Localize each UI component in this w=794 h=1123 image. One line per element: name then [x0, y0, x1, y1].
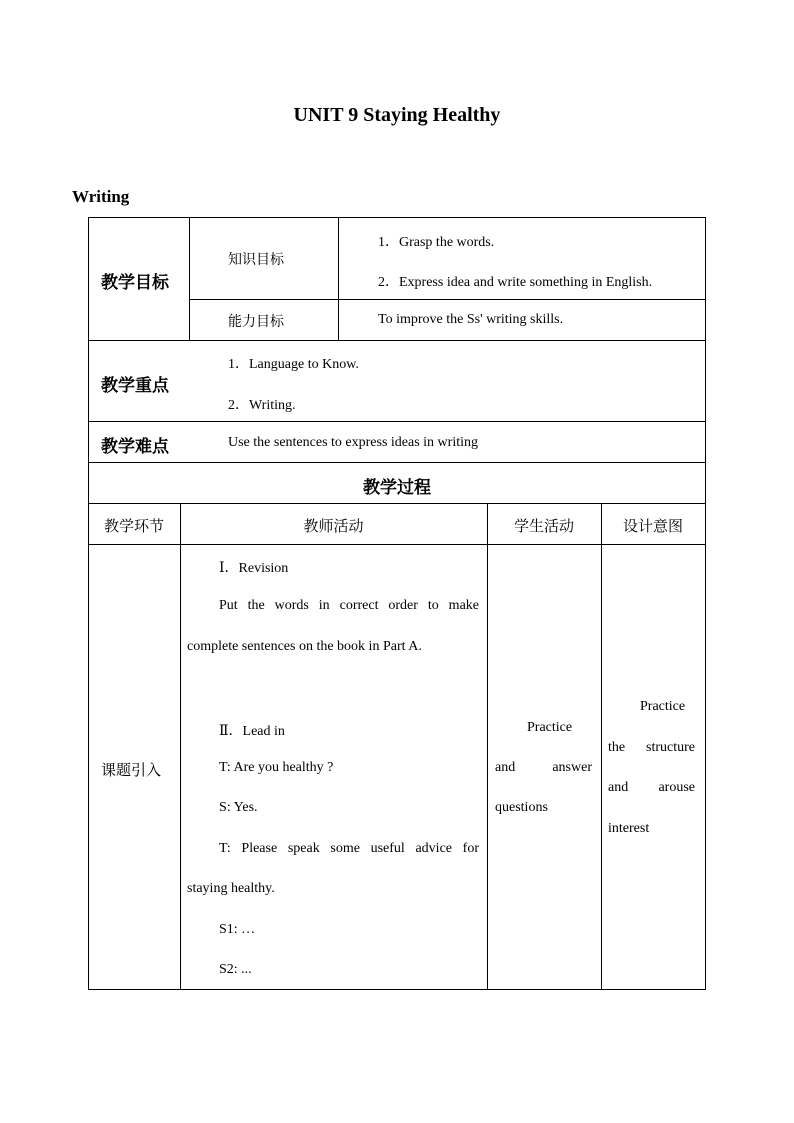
dialogue-s2-reply: S2: ...	[219, 962, 252, 977]
knowledge-item-1: 1．Grasp the words.	[378, 235, 495, 250]
difficulty-label: 教学难点	[101, 437, 169, 457]
dialogue-t2-line-1: T: Please speak some useful advice for	[219, 841, 479, 856]
dialogue-t2-line-2: staying healthy.	[187, 881, 275, 896]
design-line-1: Practice	[640, 699, 686, 714]
revision-line-1: Put the words in correct order to make	[219, 598, 479, 613]
focus-item-2: 2．Writing.	[228, 398, 296, 413]
goals-label: 教学目标	[101, 273, 169, 293]
header-design: 设计意图	[622, 517, 683, 535]
revision-line-2: complete sentences on the book in Part A.	[187, 639, 422, 654]
page-title: UNIT 9 Staying Healthy	[293, 104, 501, 126]
header-stage: 教学环节	[103, 517, 164, 535]
difficulty-text: Use the sentences to express ideas in writing	[228, 435, 478, 450]
design-line-3: and arouse	[608, 780, 695, 795]
dialogue-s1-reply: S1: …	[219, 922, 256, 937]
focus-label: 教学重点	[101, 376, 169, 396]
lead-in-heading: Ⅱ．Lead in	[219, 724, 285, 739]
ability-goal-label: 能力目标	[228, 314, 284, 330]
design-line-4: interest	[608, 821, 650, 836]
stage-label: 课题引入	[101, 761, 162, 779]
process-title: 教学过程	[363, 478, 431, 498]
student-line-1: Practice	[527, 720, 573, 735]
dialogue-t1: T: Are you healthy ?	[219, 760, 334, 775]
section-heading: Writing	[72, 187, 130, 206]
knowledge-item-2: 2．Express idea and write something in English.	[378, 275, 653, 290]
student-line-2: and answer	[495, 760, 592, 775]
header-student: 学生活动	[513, 517, 574, 535]
dialogue-s1: S: Yes.	[219, 800, 258, 815]
revision-heading: Ⅰ．Revision	[219, 561, 289, 576]
design-line-2: the structure	[608, 740, 695, 755]
student-line-3: questions	[495, 800, 548, 815]
focus-item-1: 1．Language to Know.	[228, 357, 359, 372]
knowledge-goal-label: 知识目标	[228, 252, 284, 268]
ability-goal-text: To improve the Ss' writing skills.	[378, 312, 564, 327]
header-teacher: 教师活动	[303, 517, 364, 535]
